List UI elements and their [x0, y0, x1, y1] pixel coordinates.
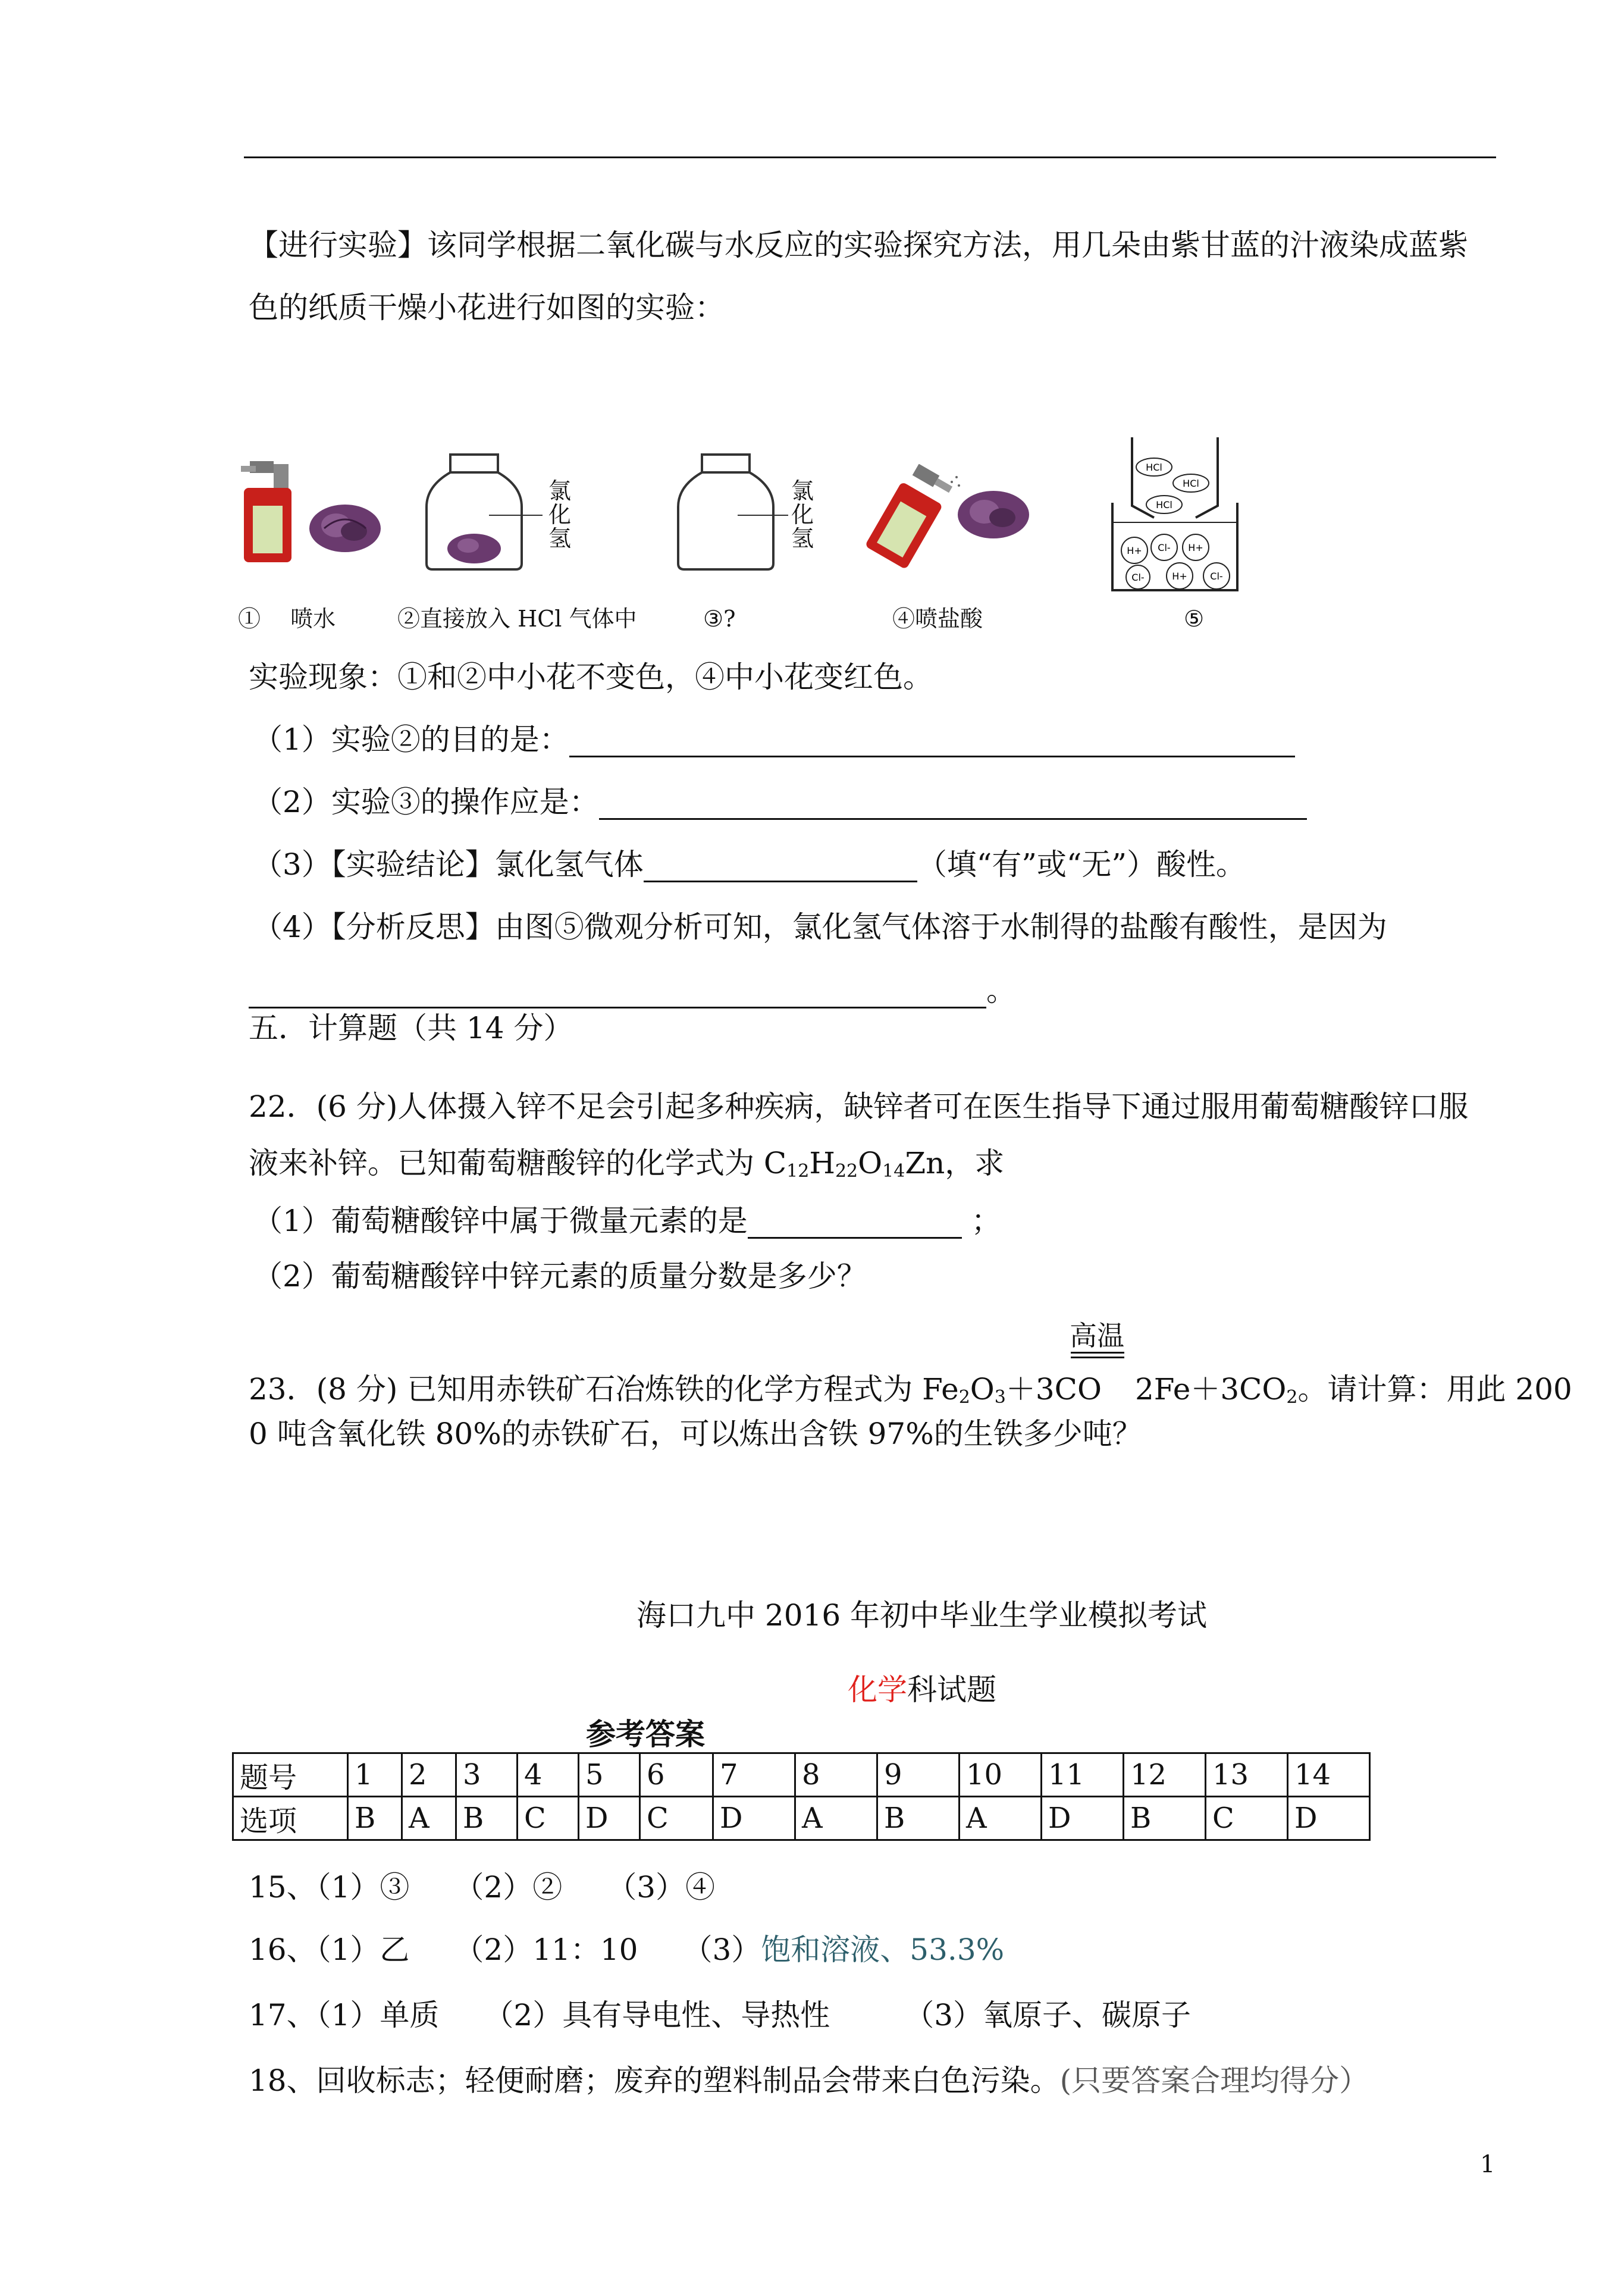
table-cell: 6: [640, 1753, 713, 1797]
problem-23-line-2: 0 吨含氧化铁 80%的赤铁矿石，可以炼出含铁 97%的生铁多少吨？: [249, 1417, 1142, 1451]
problem-22-q2: （2）葡萄糖酸锌中锌元素的质量分数是多少？: [253, 1259, 867, 1293]
spray-bottle-acid-icon: [857, 464, 964, 577]
table-cell: C: [1206, 1797, 1288, 1840]
table-cell: 3: [456, 1753, 518, 1797]
page-number: 1: [1480, 2151, 1495, 2178]
question-4-answer: 。: [249, 973, 1016, 1008]
table-cell: A: [960, 1797, 1042, 1840]
table-cell: B: [877, 1797, 960, 1840]
table-row: [233, 1753, 1370, 1797]
caption-5: ⑤: [1184, 606, 1205, 632]
table-cell: 选项: [233, 1797, 348, 1840]
gas-label-3: 氯化氢: [791, 478, 814, 552]
reaction-condition: 高温: [1070, 1320, 1124, 1352]
answer-blank[interactable]: [644, 851, 917, 882]
answer-heading: 参考答案: [586, 1716, 705, 1752]
table-cell: A: [795, 1797, 877, 1840]
exam-title: 海口九中 2016 年初中毕业生学业模拟考试: [637, 1598, 1208, 1633]
table-cell: D: [713, 1797, 795, 1840]
table-cell: 7: [713, 1753, 795, 1797]
table-cell: 13: [1206, 1753, 1288, 1797]
table-cell: 14: [1288, 1753, 1370, 1797]
table-cell: 1: [348, 1753, 402, 1797]
question-2: （2）实验③的操作应是：: [253, 784, 1307, 820]
answer-18: 18、回收标志；轻便耐磨；废弃的塑料制品会带来白色污染。(只要答案合理均得分）: [249, 2063, 1369, 2098]
answer-15: 15、（1）③ （2）② （3）④: [249, 1870, 716, 1905]
gas-jar-icon: [424, 453, 525, 572]
answer-blank[interactable]: [748, 1207, 962, 1239]
table-cell: 8: [795, 1753, 877, 1797]
table-cell: 9: [877, 1753, 960, 1797]
subject-title: 化学科试题: [848, 1672, 996, 1707]
table-cell: D: [1042, 1797, 1124, 1840]
particle-label: HCl: [1146, 462, 1162, 473]
table-cell: B: [456, 1797, 518, 1840]
particle-label: HCl: [1156, 499, 1172, 510]
particle-label: H+: [1172, 571, 1187, 582]
question-4: （4）【分析反思】由图⑤微观分析可知，氯化氢气体溶于水制得的盐酸有酸性，是因为: [253, 910, 1387, 944]
answer-blank[interactable]: [599, 788, 1307, 820]
particle-label: HCl: [1183, 478, 1199, 489]
table-cell: B: [1124, 1797, 1206, 1840]
particle-label: Cl-: [1158, 542, 1171, 553]
problem-22-line-2: 液来补锌。已知葡萄糖酸锌的化学式为 $C_{12}H_{22}O_{14}Zn$，求: [249, 1146, 1005, 1182]
problem-22-line-1: 22．(6 分)人体摄入锌不足会引起多种疾病，缺锌者可在医生指导下通过服用葡萄糖酸锌口服: [249, 1089, 1469, 1124]
problem-23-line-1-right: $2Fe+3CO_2$。请计算：用此 200: [1135, 1372, 1572, 1408]
answer-blank[interactable]: [249, 977, 986, 1008]
question-3: （3）【实验结论】氯化氢气体 （填“有”或“无”）酸性。: [253, 847, 1246, 882]
table-row: [233, 1797, 1370, 1840]
gas-label-2: 氯化氢: [548, 478, 572, 552]
problem-23-line-1: 23．(8 分) 已知用赤铁矿石冶炼铁的化学方程式为 $Fe_2O_3+3CO$: [249, 1372, 1102, 1408]
table-cell: 11: [1042, 1753, 1124, 1797]
caption-2: ②直接放入 HCl 气体中: [397, 606, 637, 632]
particle-label: H+: [1127, 545, 1142, 556]
table-cell: 5: [579, 1753, 640, 1797]
answer-table: [232, 1752, 1371, 1841]
table-cell: 4: [518, 1753, 579, 1797]
table-cell: C: [518, 1797, 579, 1840]
particle-label: Cl-: [1210, 571, 1223, 582]
reaction-arrow-line: [1071, 1352, 1124, 1354]
particle-label: H+: [1188, 542, 1203, 553]
problem-22-q1: （1）葡萄糖酸锌中属于微量元素的是 ；: [253, 1204, 1001, 1238]
table-cell: A: [402, 1797, 456, 1840]
table-cell: B: [348, 1797, 402, 1840]
spray-bottle-icon: [238, 461, 303, 562]
answer-blank[interactable]: [569, 726, 1295, 757]
particle-label: Cl-: [1131, 572, 1145, 583]
answer-17: 17、（1）单质 （2）具有导电性、导热性 （3）氧原子、碳原子: [249, 1998, 1192, 2032]
header-rule: [244, 156, 1496, 158]
table-cell: D: [1288, 1797, 1370, 1840]
table-cell: 10: [960, 1753, 1042, 1797]
reaction-arrow-line: [1071, 1357, 1124, 1358]
caption-3: ③?: [703, 606, 736, 632]
leader-line: [738, 515, 788, 516]
section-5-heading: 五．计算题（共 14 分）: [249, 1011, 573, 1045]
caption-1: ① 喷水: [238, 606, 336, 632]
answer-16: 16、（1）乙 （2）11：10 （3）饱和溶液、53.3%: [249, 1932, 1005, 1967]
table-cell: 2: [402, 1753, 456, 1797]
table-cell: C: [640, 1797, 713, 1840]
table-cell: 12: [1124, 1753, 1206, 1797]
phenomenon: 实验现象：①和②中小花不变色，④中小花变红色。: [249, 660, 933, 694]
question-1: （1）实验②的目的是：: [253, 722, 1295, 757]
flower-icon: [306, 499, 384, 558]
flower-red-icon: [955, 485, 1032, 544]
intro-line-1: 【进行实验】该同学根据二氧化碳与水反应的实验探究方法，用几朵由紫甘蓝的汁液染成蓝紫: [249, 228, 1468, 262]
table-cell: 题号: [233, 1753, 348, 1797]
caption-4: ④喷盐酸: [892, 606, 983, 632]
intro-line-2: 色的纸质干燥小花进行如图的实验：: [249, 290, 725, 325]
table-cell: D: [579, 1797, 640, 1840]
leader-line: [489, 515, 543, 516]
beaker-microscopic-icon: [1109, 434, 1240, 595]
empty-gas-jar-icon: [675, 453, 776, 572]
